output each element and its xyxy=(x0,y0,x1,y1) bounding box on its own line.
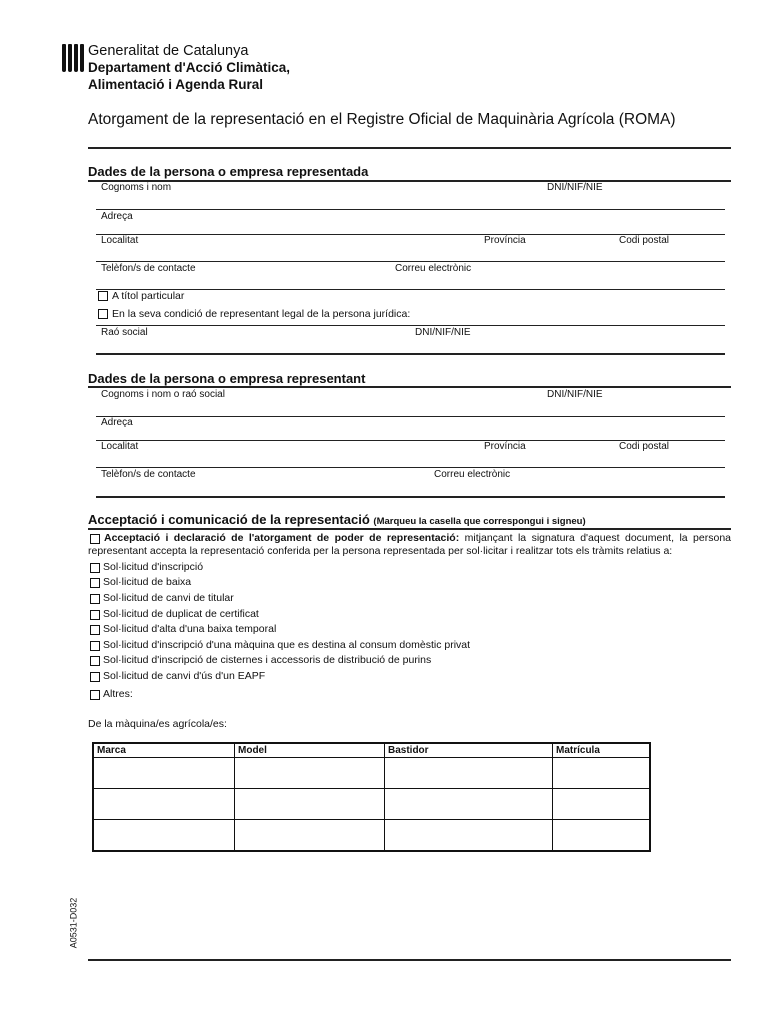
table-cell[interactable] xyxy=(553,758,651,789)
department-line-2: Alimentació i Agenda Rural xyxy=(88,77,264,92)
table-cell[interactable] xyxy=(385,758,553,789)
checkbox-item-label: Sol·licitud d'alta d'una baixa temporal xyxy=(103,623,277,635)
machines-table xyxy=(92,742,651,852)
field-email-label: Correu electrònic xyxy=(434,469,511,480)
field-phone-line[interactable] xyxy=(96,289,725,290)
field-address-label: Adreça xyxy=(101,211,133,222)
divider xyxy=(88,386,731,388)
section-title-acceptance xyxy=(88,512,586,529)
section-title-representative: Dades de la persona o empresa representant xyxy=(88,371,366,386)
checkbox-item[interactable] xyxy=(90,641,100,651)
table-cell[interactable] xyxy=(553,789,651,820)
checkbox-item-label: Sol·licitud d'inscripció de cisternes i accessoris de distribució de purins xyxy=(103,654,432,666)
table-cell[interactable] xyxy=(93,789,235,820)
field-province-label: Província xyxy=(484,441,526,452)
field-email-label: Correu electrònic xyxy=(395,263,472,274)
table-cell[interactable] xyxy=(93,758,235,789)
field-province-label: Província xyxy=(484,235,526,246)
acceptance-hint: (Marqueu la casella que correspongui i signeu) xyxy=(373,516,586,527)
table-row xyxy=(93,820,650,852)
field-company-label: Raó social xyxy=(101,327,148,338)
table-cell[interactable] xyxy=(93,820,235,852)
field-postal-label: Codi postal xyxy=(619,235,670,246)
checkbox-item-label: Sol·licitud de canvi d'ús d'un EAPF xyxy=(103,670,266,682)
table-cell[interactable] xyxy=(235,789,385,820)
field-surname-label: Cognoms i nom xyxy=(101,182,172,193)
checkbox-particular-label: A títol particular xyxy=(112,290,185,302)
checkbox-item[interactable] xyxy=(90,656,100,666)
field-locality-line[interactable] xyxy=(96,467,725,468)
checkbox-item-label: Sol·licitud d'inscripció d'una màquina que es destina al consum domèstic privat xyxy=(103,639,471,651)
checkbox-item[interactable] xyxy=(90,594,100,604)
footer-divider xyxy=(88,959,731,961)
field-surname-label: Cognoms i nom o raó social xyxy=(101,389,225,400)
field-locality-label: Localitat xyxy=(101,441,139,452)
field-surname-line[interactable] xyxy=(96,209,725,210)
field-surname-line[interactable] xyxy=(96,416,725,417)
table-cell[interactable] xyxy=(385,820,553,852)
checkbox-item-label: Sol·licitud de baixa xyxy=(103,576,192,588)
checkbox-item[interactable] xyxy=(90,610,100,620)
field-company-line[interactable] xyxy=(96,353,725,355)
field-phone-label: Telèfon/s de contacte xyxy=(101,469,196,480)
checkbox-legal-rep-label: En la seva condició de representant legal de la persona jurídica: xyxy=(112,308,411,320)
checkbox-item-label: Altres: xyxy=(103,688,133,700)
divider xyxy=(96,325,725,326)
form-title: Atorgament de la representació en el Registre Oficial de Maquinària Agrícola (ROMA) xyxy=(88,111,676,128)
divider xyxy=(88,528,731,530)
checkbox-item-label: Sol·licitud d'inscripció xyxy=(103,561,204,573)
checkbox-item[interactable] xyxy=(90,672,100,682)
divider xyxy=(88,180,731,182)
table-cell[interactable] xyxy=(235,758,385,789)
declaration-text xyxy=(88,532,731,558)
generalitat-logo-icon xyxy=(62,44,84,72)
field-company-dni-label: DNI/NIF/NIE xyxy=(415,327,471,338)
checkbox-item-label: Sol·licitud de canvi de titular xyxy=(103,592,234,604)
field-locality-line[interactable] xyxy=(96,261,725,262)
checkbox-item[interactable] xyxy=(90,625,100,635)
declaration-body: mitjançant la signatura d'aquest document, la persona representant accepta la representació conferida per la persona representada per sol·licitar i realitzar tots els tràmits relatius a: xyxy=(88,532,732,557)
checkbox-legal-rep[interactable] xyxy=(98,309,108,319)
table-header-model: Model xyxy=(235,743,385,758)
field-dni-label: DNI/NIF/NIE xyxy=(547,182,603,193)
field-phone-label: Telèfon/s de contacte xyxy=(101,263,196,274)
field-address-label: Adreça xyxy=(101,417,133,428)
table-header-chassis: Bastidor xyxy=(385,743,553,758)
checkbox-item[interactable] xyxy=(90,563,100,573)
acceptance-title: Acceptació i comunicació de la representació xyxy=(88,512,370,527)
field-dni-label: DNI/NIF/NIE xyxy=(547,389,603,400)
checkbox-item-label: Sol·licitud de duplicat de certificat xyxy=(103,608,259,620)
department-line-1: Departament d'Acció Climàtica, xyxy=(88,60,291,75)
form-code: A0531-D032 xyxy=(68,897,79,949)
table-cell[interactable] xyxy=(553,820,651,852)
table-cell[interactable] xyxy=(235,820,385,852)
table-cell[interactable] xyxy=(385,789,553,820)
table-row xyxy=(93,758,650,789)
checkbox-particular[interactable] xyxy=(98,291,108,301)
org-name: Generalitat de Catalunya xyxy=(88,43,249,59)
table-header-row xyxy=(93,743,650,758)
checkbox-item[interactable] xyxy=(90,690,100,700)
machines-label: De la màquina/es agrícola/es: xyxy=(88,718,227,730)
divider xyxy=(88,147,731,149)
field-phone-line[interactable] xyxy=(96,496,725,498)
checkbox-item[interactable] xyxy=(90,578,100,588)
field-locality-label: Localitat xyxy=(101,235,139,246)
field-postal-label: Codi postal xyxy=(619,441,670,452)
declaration-bold: Acceptació i declaració de l'atorgament de poder de representació: xyxy=(104,532,460,544)
table-header-brand: Marca xyxy=(93,743,235,758)
table-header-plate: Matrícula xyxy=(553,743,651,758)
section-title-represented: Dades de la persona o empresa representada xyxy=(88,164,369,179)
table-row xyxy=(93,789,650,820)
